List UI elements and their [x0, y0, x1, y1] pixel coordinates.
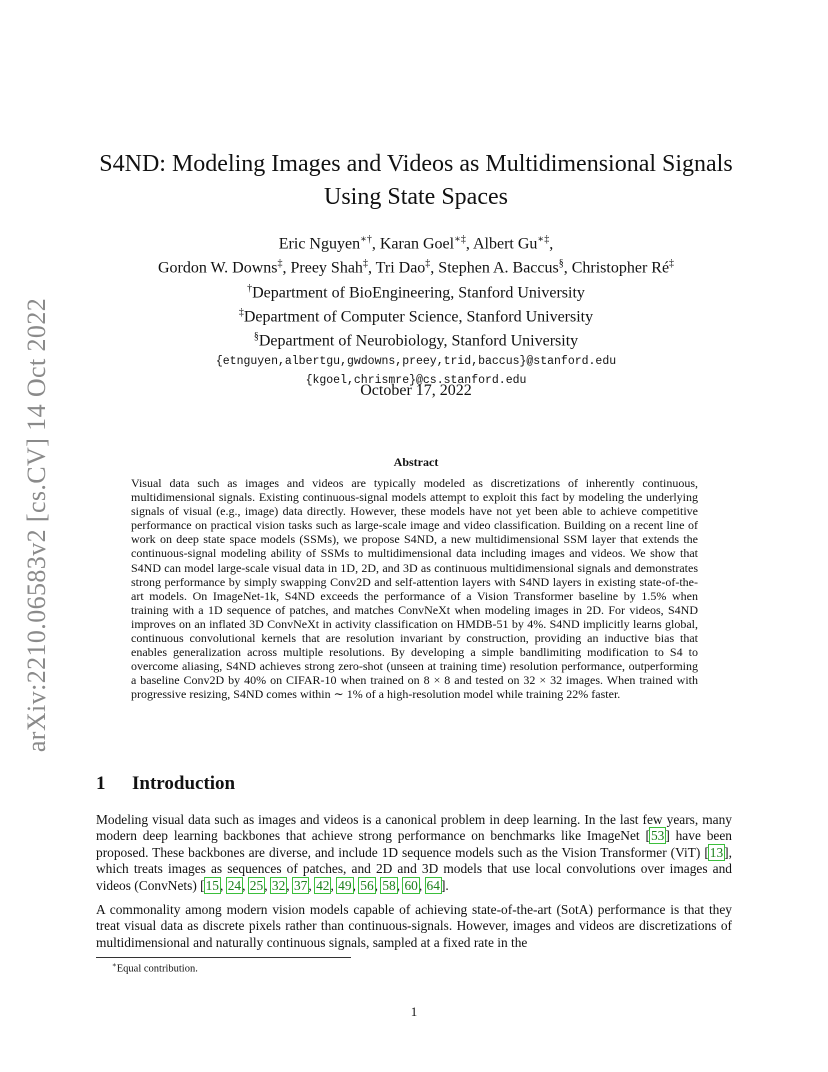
citation-link[interactable]: 64 — [426, 877, 440, 893]
footnote-rule — [96, 957, 351, 958]
author-name: Preey Shah — [290, 259, 363, 277]
author-name: Gordon W. Downs — [157, 259, 278, 277]
abstract-text: Visual data such as images and videos are typically modeled as discretizations of inherently continuous, multidimensional signals. Existing continuous-signal models attempt to exploit this fact by modeling the underlying signals of visual (e.g., image) data directly. However, these models have not yet been able to achieve competitive performance on practical vision tasks such as large-scale image and video classification. Building on a recent line of work on deep state space models (SSMs), we propose S4ND, a new multidimensional SSM layer that extends the continuous-signal modeling ability of SSMs to multidimensional data including images and videos. We show that S4ND can model large-scale visual data in 1D, 2D, and 3D as continuous multidimensional signals and demonstrates strong performance by simply swapping Conv2D and self-attention layers with S4ND layers in existing state-of-the-art models. On ImageNet-1k, S4ND exceeds the performance of a Vision Transformer baseline by 1.5% when training with a 1D sequence of patches, and matches ConvNeXt when modeling images in 2D. For videos, S4ND improves on an inflated 3D ConvNeXt in activity classification on HMDB-51 by 4%. S4ND implicitly learns global, continuous convolutional kernels that are resolution invariant by construction, providing an inductive bias that enables generalization across multiple resolutions. By developing a simple bandlimiting modification to S4 to overcome aliasing, S4ND achieves strong zero-shot (unseen at training time) resolution performance, outperforming a baseline Conv2D by 40% on CIFAR-10 when trained on 8 × 8 and tested on 32 × 32 images. When trained with progressive resizing, S4ND comes within ∼ 1% of a high-resolution model while training 22% faster. — [131, 476, 698, 702]
author-marks: ‡ — [277, 258, 283, 270]
footnote-text: Equal contribution. — [116, 963, 198, 975]
citation-link[interactable]: 24 — [227, 877, 242, 893]
affiliation — [96, 327, 736, 351]
author-marks: ‡ — [669, 258, 675, 270]
paragraph-text: , which treats images as sequences of patches, and 2D and 3D models that use local convolutions over images and videos (ConvNets) — [96, 844, 732, 893]
citation-link[interactable]: 49 — [338, 877, 352, 893]
citation-link[interactable]: 37 — [293, 877, 308, 893]
author-marks: ∗‡ — [537, 234, 550, 245]
author-marks: ∗‡ — [454, 234, 466, 245]
citation-link[interactable]: 15 — [205, 877, 219, 893]
paper-date: October 17, 2022 — [360, 382, 472, 399]
intro-paragraph-2: A commonality among modern vision models capable of achieving state-of-the-art (SotA) performance is that they treat visual data as discrete pixels rather than continuous-signals. However, images and videos are discretizations of multidimensional and naturally continuous signals, sampled at a fixed rate in the — [96, 902, 732, 950]
affiliation-mark: ‡ — [238, 306, 244, 318]
author-name: Albert Gu — [472, 235, 538, 253]
author-name: Stephen A. Baccus — [438, 259, 559, 277]
author-name: Karan Goel — [379, 235, 455, 253]
affiliation — [96, 303, 736, 327]
citation-group: 15, 24, 25, 32, 37, 42, 49, 56, 58, 60, 64 — [205, 877, 440, 893]
affiliation — [96, 279, 736, 303]
affiliation-text: Department of Computer Science, Stanford University — [243, 308, 594, 326]
affiliation-mark: § — [253, 331, 259, 343]
intro-paragraph-1: Modeling visual data such as images and videos is a canonical problem in deep learning. In the last few years, many modern deep learning backbones that achieve strong performance on benchmarks like ImageNet [53] have been proposed. These backbones are diverse, and include 1D sequence models such as the Vision Transformer (ViT) [13], which treats images as sequences of patches, and 2D and 3D models that use local convolutions over images and videos (ConvNets) [15, 24, 25, 32, 37, 42, 49, 56, 58, 60, 64]. — [96, 812, 732, 893]
citation-link[interactable]: 25 — [249, 877, 264, 893]
section-title: Introduction — [132, 773, 236, 794]
author-marks: ∗† — [360, 234, 372, 245]
arxiv-identifier: arXiv:2210.06583v2 [cs.CV] 14 Oct 2022 — [22, 297, 51, 753]
paragraph-text: Modeling visual data such as images and videos is a canonical problem in deep learning. In the last few years, many modern deep learning backbones that achieve strong performance on benchmarks like ImageNet — [96, 812, 732, 844]
author-name: Tri Dao — [375, 259, 426, 277]
author-marks: § — [558, 258, 564, 270]
email-line: {etnguyen,albertgu,gwdowns,preey,trid,baccus}@stanford.edu — [215, 354, 617, 368]
author-line-1: Eric Nguyen∗†, Karan Goel∗‡, Albert Gu∗‡, — [278, 234, 554, 253]
citation-link[interactable]: 42 — [316, 877, 330, 893]
section-heading — [96, 773, 235, 795]
citation-link[interactable]: 56 — [360, 877, 374, 893]
paper-title — [96, 148, 736, 214]
author-marks: ‡ — [362, 258, 368, 270]
citation-link[interactable]: 60 — [404, 877, 418, 893]
page-number: 1 — [410, 1004, 418, 1019]
abstract-heading: Abstract — [393, 455, 439, 469]
citation-link[interactable]: 13 — [709, 844, 724, 860]
author-line-2: Gordon W. Downs‡, Preey Shah‡, Tri Dao‡, Stephen A. Baccus§, Christopher Ré‡ — [157, 258, 675, 277]
footnote-mark: ∗ — [112, 961, 117, 969]
author-block — [96, 230, 736, 390]
title-line-2: Using State Spaces — [324, 184, 508, 210]
citation-link[interactable]: 53 — [650, 828, 665, 844]
affiliation-text: Department of BioEngineering, Stanford University — [252, 283, 585, 301]
paragraph-text: . — [445, 877, 449, 893]
author-marks: ‡ — [425, 258, 431, 270]
paragraph-text: have been proposed. These backbones are diverse, and include 1D sequence models such as the Vision Transformer (ViT) — [96, 828, 732, 860]
affiliation-text: Department of Neurobiology, Stanford University — [258, 332, 579, 350]
author-name: Christopher Ré — [571, 259, 670, 277]
footnote — [112, 961, 198, 975]
affiliation-mark: † — [247, 282, 253, 294]
author-name: Eric Nguyen — [278, 235, 361, 253]
arxiv-sidebar — [18, 290, 56, 760]
title-line-1: S4ND: Modeling Images and Videos as Multidimensional Signals — [99, 151, 733, 177]
section-number: 1 — [96, 773, 106, 794]
citation-link[interactable]: 58 — [382, 877, 396, 893]
email-line: {kgoel,chrismre}@cs.stanford.edu — [305, 373, 527, 387]
citation-link[interactable]: 32 — [271, 877, 286, 893]
